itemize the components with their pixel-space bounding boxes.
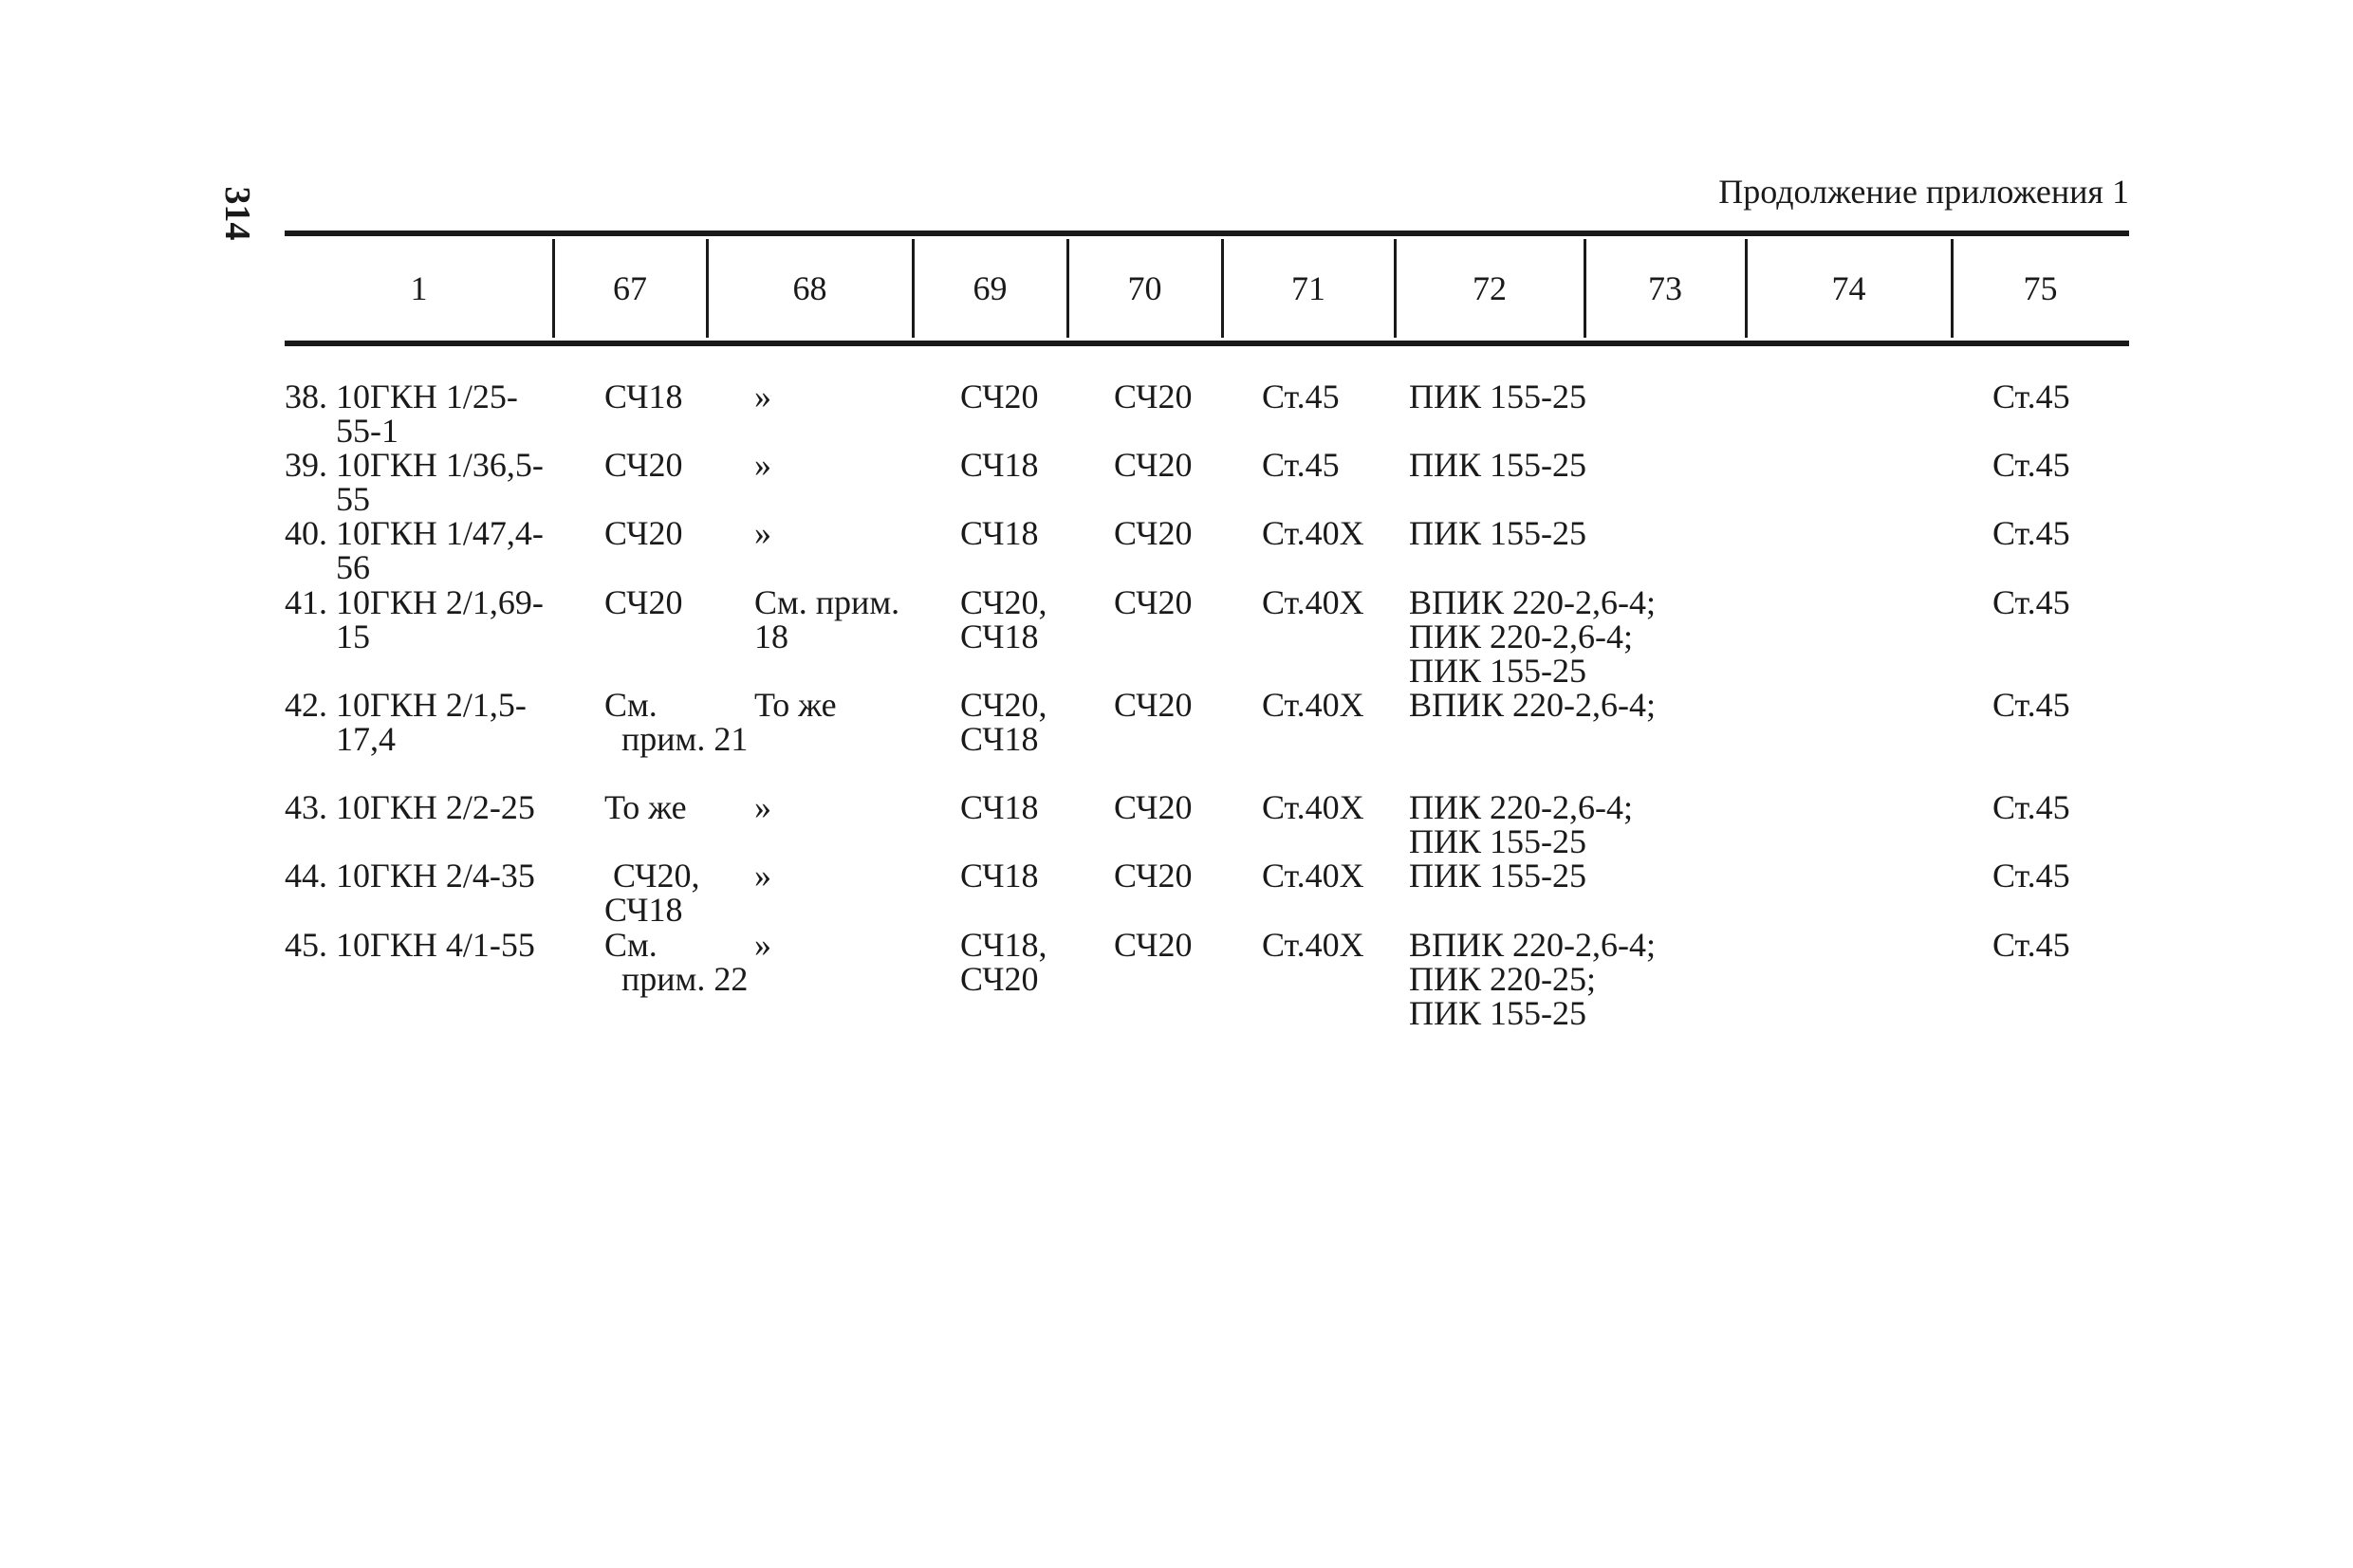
table-cell-col-1: 40. 10ГКН 1/47,4- 56 [285,514,544,586]
table-cell-col-68: » [754,857,771,895]
table-cell-col-67: СЧ18 [604,378,683,415]
table-cell-col-75: Ст.45 [1992,788,2070,826]
table-cell-col-67: СЧ20 [604,514,683,552]
table-cell-col-1: 38. 10ГКН 1/25- 55-1 [285,378,518,450]
table-cell-col-75: Ст.45 [1992,446,2070,484]
table-cell-col-71: Ст.45 [1262,378,1340,415]
table-cell-col-71: Ст.40Х [1262,788,1364,826]
table-cell-col-67: См. прим. 22 [604,926,749,998]
table-header-rule [285,341,2129,346]
table-cell-col-71: Ст.40Х [1262,514,1364,552]
table-cell-col-67: СЧ20, СЧ18 [604,857,700,929]
table-cell-col-70: СЧ20 [1114,583,1193,621]
column-header: 68 [792,269,827,307]
column-header: 67 [613,269,647,307]
table-cell-col-71: Ст.40Х [1262,926,1364,964]
table-cell-col-68: » [754,926,771,964]
column-header: 75 [2023,269,2058,307]
table-cell-col-71: Ст.40Х [1262,686,1364,724]
table-cell-col-67: СЧ20 [604,446,683,484]
column-header: 71 [1291,269,1325,307]
table-cell-col-68: См. прим. 18 [754,583,900,655]
table-cell-col-68: » [754,378,771,415]
table-cell-col-75: Ст.45 [1992,583,2070,621]
table-cell-col-70: СЧ20 [1114,926,1193,964]
table-cell-col-69: СЧ20, СЧ18 [960,686,1047,758]
table-cell-col-67: То же [604,788,687,826]
table-cell-col-75: Ст.45 [1992,857,2070,895]
table-cell-col-68: » [754,514,771,552]
table-cell-col-72: ПИК 220-2,6-4; ПИК 155-25 [1409,788,1633,860]
table-cell-col-75: Ст.45 [1992,686,2070,724]
table-cell-col-69: СЧ18 [960,857,1039,895]
table-cell-col-75: Ст.45 [1992,514,2070,552]
table-cell-col-1: 45. 10ГКН 4/1-55 [285,926,535,964]
table-cell-col-72: ПИК 155-25 [1409,446,1586,484]
table-cell-col-69: СЧ18 [960,446,1039,484]
table-cell-col-1: 44. 10ГКН 2/4-35 [285,857,535,895]
table-cell-col-71: Ст.40Х [1262,583,1364,621]
table-cell-col-68: » [754,446,771,484]
table-cell-col-72: ПИК 155-25 [1409,857,1586,895]
table-caption: Продолжение приложения 1 [1718,173,2129,211]
table-cell-col-70: СЧ20 [1114,788,1193,826]
table-cell-col-1: 41. 10ГКН 2/1,69- 15 [285,583,544,655]
table-cell-col-1: 43. 10ГКН 2/2-25 [285,788,535,826]
table-cell-col-75: Ст.45 [1992,378,2070,415]
table-cell-col-69: СЧ20, СЧ18 [960,583,1047,655]
table-cell-col-70: СЧ20 [1114,446,1193,484]
column-header: 69 [973,269,1008,307]
table-cell-col-68: » [754,788,771,826]
table-top-rule [285,231,2129,236]
table-cell-col-70: СЧ20 [1114,514,1193,552]
table-cell-col-69: СЧ18 [960,788,1039,826]
column-header: 72 [1473,269,1507,307]
table-cell-col-70: СЧ20 [1114,686,1193,724]
column-header: 70 [1127,269,1162,307]
table-cell-col-70: СЧ20 [1114,857,1193,895]
table-cell-col-69: СЧ18 [960,514,1039,552]
table-cell-col-72: ВПИК 220-2,6-4; ПИК 220-25; ПИК 155-25 [1409,926,1656,1032]
table-cell-col-72: ПИК 155-25 [1409,514,1586,552]
table-cell-col-1: 42. 10ГКН 2/1,5- 17,4 [285,686,527,758]
table-cell-col-72: ВПИК 220-2,6-4; [1409,686,1656,724]
table-cell-col-72: ПИК 155-25 [1409,378,1586,415]
table-cell-col-71: Ст.40Х [1262,857,1364,895]
table-cell-col-71: Ст.45 [1262,446,1340,484]
table-cell-col-67: СЧ20 [604,583,683,621]
column-header: 74 [1831,269,1866,307]
table-cell-col-69: СЧ18, СЧ20 [960,926,1047,998]
page-number: 314 [217,186,257,241]
table-cell-col-72: ВПИК 220-2,6-4; ПИК 220-2,6-4; ПИК 155-25 [1409,583,1656,690]
table-cell-col-68: То же [754,686,837,724]
table-cell-col-69: СЧ20 [960,378,1039,415]
table-cell-col-67: См. прим. 21 [604,686,749,758]
column-header: 1 [410,269,428,307]
column-header: 73 [1648,269,1682,307]
table-cell-col-1: 39. 10ГКН 1/36,5- 55 [285,446,544,518]
table-cell-col-70: СЧ20 [1114,378,1193,415]
table-cell-col-75: Ст.45 [1992,926,2070,964]
